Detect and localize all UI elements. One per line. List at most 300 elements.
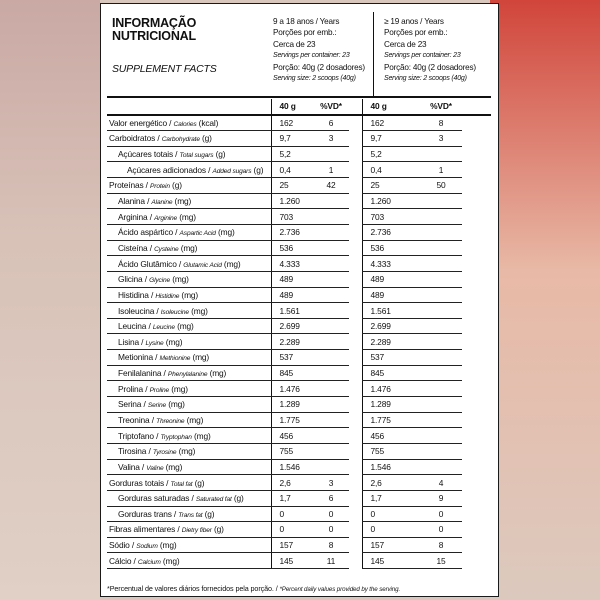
nutrient-unit: (mg)	[215, 227, 235, 238]
nutrient-unit: (mg)	[172, 196, 192, 207]
dv-19plus: 1	[420, 162, 462, 178]
dv-9-18	[313, 287, 349, 303]
dv-19plus	[420, 428, 462, 444]
dv-9-18	[313, 193, 349, 209]
group-portions-line1: Porções por emb.:	[273, 28, 337, 38]
column-gap-right	[462, 224, 491, 240]
nutrient-label	[107, 303, 271, 319]
amount-19plus: 536	[362, 240, 420, 256]
nutrient-name-pt: Alanina /	[118, 196, 152, 207]
nutrient-label	[107, 193, 271, 209]
nutrient-name-pt: Gorduras saturadas /	[118, 493, 196, 504]
amount-19plus: 1.546	[362, 459, 420, 475]
dv-19plus	[420, 256, 462, 272]
amount-9-18: 0	[271, 522, 313, 538]
column-gap-right	[462, 522, 491, 538]
amount-19plus: 145	[362, 553, 420, 569]
amount-19plus: 25	[362, 178, 420, 194]
column-gap-right	[462, 381, 491, 397]
dv-19plus	[420, 318, 462, 334]
footnote: *Percentual de valores diários fornecidos pela porção. / *Percent daily values provided by the serving.	[107, 584, 401, 593]
amount-9-18: 2.289	[271, 334, 313, 350]
table-row	[107, 256, 491, 272]
dv-9-18	[313, 397, 349, 413]
nutrient-label	[107, 178, 271, 194]
column-gap	[349, 271, 362, 287]
nutrient-label	[107, 240, 271, 256]
dv-9-18: 6	[313, 490, 349, 506]
amount-19plus: 5,2	[362, 146, 420, 162]
dv-9-18	[313, 318, 349, 334]
column-gap-right	[462, 553, 491, 569]
nutrient-name-pt: Sódio /	[109, 540, 137, 551]
column-gap	[349, 178, 362, 194]
nutrient-name-en: Saturated fat	[195, 496, 232, 504]
column-gap-right	[462, 178, 491, 194]
dv-19plus	[420, 193, 462, 209]
background-right	[490, 0, 600, 600]
dv-9-18: 1	[313, 162, 349, 178]
column-gap-right	[462, 131, 491, 147]
dv-19plus	[420, 381, 462, 397]
column-gap	[349, 381, 362, 397]
nutrient-label	[107, 350, 271, 366]
nutrient-name-pt: Metionina /	[118, 352, 160, 363]
label-title	[112, 17, 196, 43]
nutrient-name-en: Aspartic Acid	[179, 230, 216, 238]
amount-19plus: 755	[362, 443, 420, 459]
dv-19plus: 3	[420, 131, 462, 147]
nutrient-name-pt: Glicina /	[118, 274, 150, 285]
group-portion: Porção: 40g (2 dosadores)	[384, 62, 476, 72]
nutrient-label	[107, 115, 271, 131]
nutrient-name-en: Cysteine	[154, 245, 179, 253]
table-row	[107, 224, 491, 240]
title-line-1: INFORMAÇÃO	[112, 16, 197, 30]
dv-19plus: 4	[420, 475, 462, 491]
nutrient-name-en: Sodium	[136, 543, 158, 551]
nutrient-label	[107, 256, 271, 272]
nutrient-name-pt: Ácido aspártico /	[118, 227, 180, 238]
column-gap	[349, 287, 362, 303]
table-row	[107, 459, 491, 475]
nutrient-label	[107, 209, 271, 225]
nutrient-unit: (g)	[199, 133, 212, 144]
nutrient-name-en: Trans fat	[178, 511, 203, 519]
group-9-18-header	[273, 16, 365, 84]
column-gap	[349, 553, 362, 569]
nutrient-unit: (g)	[213, 149, 226, 160]
header-blank	[107, 99, 271, 115]
group-servings-en: Servings per container: 23	[384, 52, 461, 60]
table-row	[107, 334, 491, 350]
column-gap	[349, 240, 362, 256]
column-gap-right	[462, 428, 491, 444]
amount-9-18: 537	[271, 350, 313, 366]
nutrient-unit: (mg)	[174, 321, 194, 332]
nutrient-unit: (g)	[211, 524, 224, 535]
dv-9-18	[313, 350, 349, 366]
table-row	[107, 412, 491, 428]
amount-9-18: 0,4	[271, 162, 313, 178]
column-gap	[349, 522, 362, 538]
table-row	[107, 131, 491, 147]
column-gap	[349, 99, 362, 115]
nutrient-label	[107, 287, 271, 303]
nutrition-facts-panel	[100, 3, 499, 597]
column-gap-right	[462, 303, 491, 319]
amount-9-18: 536	[271, 240, 313, 256]
amount-19plus: 537	[362, 350, 420, 366]
table-row	[107, 428, 491, 444]
dv-19plus: 8	[420, 537, 462, 553]
dv-19plus: 15	[420, 553, 462, 569]
nutrient-name-pt: Cálcio /	[109, 555, 138, 566]
table-row	[107, 178, 491, 194]
nutrient-unit: (mg)	[169, 383, 188, 394]
nutrient-name-en: Alanine	[151, 199, 173, 207]
table-row	[107, 397, 491, 413]
amount-19plus: 2.736	[362, 224, 420, 240]
nutrient-name-en: Tyrosine	[152, 449, 177, 457]
amount-19plus: 1.561	[362, 303, 420, 319]
nutrient-name-en: Valine	[146, 464, 164, 472]
table-row	[107, 350, 491, 366]
nutrient-unit: (mg)	[179, 289, 199, 300]
nutrient-name-en: Added sugars	[212, 167, 252, 175]
nutrient-unit: (mg)	[207, 368, 227, 379]
table-row	[107, 365, 491, 381]
column-gap-right	[462, 350, 491, 366]
column-gap-right	[462, 506, 491, 522]
nutrient-unit: (mg)	[190, 352, 210, 363]
column-gap-right	[462, 162, 491, 178]
column-gap	[349, 303, 362, 319]
column-gap-right	[462, 365, 491, 381]
column-gap	[349, 365, 362, 381]
nutrient-label	[107, 365, 271, 381]
nutrient-name-en: Lysine	[145, 339, 164, 347]
nutrient-name-pt: Leucina /	[118, 321, 153, 332]
nutrient-label	[107, 443, 271, 459]
nutrient-name-en: Proline	[149, 386, 170, 394]
nutrient-name-en: Histidine	[155, 292, 180, 300]
background-left	[0, 0, 100, 600]
group-servings-en: Servings per container: 23	[273, 52, 350, 60]
group-portion: Porção: 40g (2 dosadores)	[273, 62, 365, 72]
dv-9-18: 3	[313, 131, 349, 147]
column-gap	[349, 318, 362, 334]
nutrient-name-en: Total fat	[170, 480, 193, 488]
column-gap	[349, 334, 362, 350]
nutrient-name-pt: Treonina /	[118, 414, 157, 425]
dv-9-18	[313, 271, 349, 287]
nutrient-name-en: Protein	[150, 183, 170, 191]
amount-19plus: 1.289	[362, 397, 420, 413]
nutrient-unit: (mg)	[170, 274, 189, 285]
nutrient-unit: (mg)	[188, 305, 208, 316]
dv-19plus	[420, 287, 462, 303]
nutrient-unit: (mg)	[166, 399, 185, 410]
nutrient-name-en: Leucine	[152, 324, 175, 332]
nutrient-unit: (mg)	[184, 414, 204, 425]
nutrient-unit: (kcal)	[196, 117, 219, 128]
nutrient-label	[107, 334, 271, 350]
column-gap-right	[462, 271, 491, 287]
nutrient-name-pt: Carboidratos /	[109, 133, 162, 144]
amount-19plus: 1.476	[362, 381, 420, 397]
nutrition-table	[107, 99, 491, 569]
nutrient-name-pt: Cisteína /	[118, 242, 155, 253]
dv-19plus	[420, 224, 462, 240]
column-gap	[349, 459, 362, 475]
group-19plus-header	[384, 16, 476, 84]
table-row	[107, 193, 491, 209]
dv-9-18: 42	[313, 178, 349, 194]
nutrient-name-pt: Lisina /	[118, 336, 146, 347]
nutrient-name-en: Tryptophan	[160, 433, 192, 441]
dv-9-18	[313, 334, 349, 350]
nutrient-unit: (g)	[192, 477, 205, 488]
amount-9-18: 1.546	[271, 459, 313, 475]
nutrient-label	[107, 381, 271, 397]
nutrient-name-en: Phenylalanine	[167, 371, 208, 379]
nutrient-name-pt: Açúcares adicionados /	[127, 164, 213, 175]
column-gap-right	[462, 99, 491, 115]
dv-9-18	[313, 365, 349, 381]
nutrient-name-en: Calories	[173, 120, 197, 128]
table-row	[107, 537, 491, 553]
dv-9-18: 6	[313, 115, 349, 131]
amount-9-18: 1.561	[271, 303, 313, 319]
nutrient-name-pt: Fenilalanina /	[118, 368, 168, 379]
table-row	[107, 162, 491, 178]
dv-9-18: 0	[313, 506, 349, 522]
nutrient-label	[107, 475, 271, 491]
dv-9-18	[313, 303, 349, 319]
column-gap	[349, 490, 362, 506]
column-gap-right	[462, 443, 491, 459]
column-gap	[349, 506, 362, 522]
nutrient-name-en: Glutamic Acid	[183, 261, 222, 269]
nutrient-label	[107, 412, 271, 428]
amount-19plus: 162	[362, 115, 420, 131]
nutrient-unit: (mg)	[157, 540, 177, 551]
nutrient-name-pt: Gorduras totais /	[109, 477, 171, 488]
nutrient-name-en: Carbohydrate	[161, 136, 200, 144]
nutrient-name-en: Glycine	[149, 277, 171, 285]
amount-9-18: 1,7	[271, 490, 313, 506]
dv-19plus	[420, 146, 462, 162]
dv-9-18: 3	[313, 475, 349, 491]
nutrient-label	[107, 490, 271, 506]
amount-19plus: 845	[362, 365, 420, 381]
nutrient-label	[107, 131, 271, 147]
nutrient-name-pt: Açúcares totais /	[118, 149, 180, 160]
column-gap	[349, 428, 362, 444]
nutrient-name-pt: Tirosina /	[118, 446, 153, 457]
table-row	[107, 287, 491, 303]
amount-9-18: 1.260	[271, 193, 313, 209]
column-gap-right	[462, 475, 491, 491]
dv-9-18	[313, 209, 349, 225]
amount-19plus: 489	[362, 287, 420, 303]
nutrient-name-pt: Gorduras trans /	[118, 508, 179, 519]
amount-9-18: 2,6	[271, 475, 313, 491]
nutrient-unit: (mg)	[177, 211, 196, 222]
column-gap	[349, 193, 362, 209]
nutrient-label	[107, 318, 271, 334]
nutrient-name-pt: Fibras alimentares /	[109, 524, 182, 535]
column-gap-right	[462, 193, 491, 209]
nutrient-label	[107, 271, 271, 287]
column-gap	[349, 412, 362, 428]
amount-9-18: 489	[271, 287, 313, 303]
col-dv-g2: %VD*	[420, 99, 462, 115]
table-row	[107, 506, 491, 522]
amount-19plus: 0	[362, 506, 420, 522]
amount-19plus: 0	[362, 522, 420, 538]
amount-19plus: 2.699	[362, 318, 420, 334]
column-gap-right	[462, 115, 491, 131]
column-gap-right	[462, 256, 491, 272]
nutrient-unit: (mg)	[160, 555, 180, 566]
nutrient-name-en: Calcium	[137, 558, 161, 566]
dv-9-18	[313, 224, 349, 240]
dv-19plus	[420, 397, 462, 413]
header-rule	[107, 96, 491, 98]
group-serving-en: Serving size: 2 scoops (40g)	[384, 75, 467, 83]
nutrient-name-pt: Histidina /	[118, 289, 156, 300]
nutrient-unit: (g)	[251, 164, 264, 175]
amount-9-18: 4.333	[271, 256, 313, 272]
label-subtitle: SUPPLEMENT FACTS	[112, 63, 217, 75]
dv-19plus: 8	[420, 115, 462, 131]
amount-9-18: 703	[271, 209, 313, 225]
amount-19plus: 1.260	[362, 193, 420, 209]
column-gap	[349, 397, 362, 413]
table-row	[107, 240, 491, 256]
col-amount-g2: 40 g	[362, 99, 420, 115]
table-row	[107, 490, 491, 506]
group-serving-en: Serving size: 2 scoops (40g)	[273, 75, 356, 83]
dv-19plus	[420, 303, 462, 319]
amount-19plus: 0,4	[362, 162, 420, 178]
table-row	[107, 522, 491, 538]
amount-9-18: 25	[271, 178, 313, 194]
amount-19plus: 2,6	[362, 475, 420, 491]
header-divider	[373, 12, 374, 98]
group-portions-line2: Cerca de 23	[384, 39, 427, 49]
col-amount-g1: 40 g	[271, 99, 313, 115]
col-dv-g1: %VD*	[313, 99, 349, 115]
column-gap-right	[462, 146, 491, 162]
table-row	[107, 271, 491, 287]
nutrient-name-pt: Prolina /	[118, 383, 150, 394]
nutrient-name-pt: Arginina /	[118, 211, 155, 222]
column-gap	[349, 475, 362, 491]
amount-9-18: 9,7	[271, 131, 313, 147]
dv-19plus	[420, 271, 462, 287]
dv-19plus	[420, 412, 462, 428]
dv-9-18	[313, 256, 349, 272]
group-portions-line1: Porções por emb.:	[384, 28, 448, 38]
nutrient-name-en: Methionine	[159, 355, 191, 363]
dv-19plus	[420, 209, 462, 225]
nutrient-name-en: Isoleucine	[160, 308, 189, 316]
dv-9-18: 0	[313, 522, 349, 538]
dv-19plus	[420, 350, 462, 366]
column-gap	[349, 162, 362, 178]
nutrient-unit: (mg)	[178, 242, 198, 253]
amount-9-18: 1.775	[271, 412, 313, 428]
table-row	[107, 553, 491, 569]
column-gap-right	[462, 490, 491, 506]
amount-9-18: 456	[271, 428, 313, 444]
nutrient-label	[107, 428, 271, 444]
column-gap	[349, 224, 362, 240]
amount-9-18: 489	[271, 271, 313, 287]
amount-9-18: 5,2	[271, 146, 313, 162]
nutrient-name-en: Arginine	[154, 214, 178, 222]
dv-9-18: 11	[313, 553, 349, 569]
amount-19plus: 1,7	[362, 490, 420, 506]
nutrient-unit: (mg)	[163, 336, 183, 347]
column-gap-right	[462, 537, 491, 553]
column-gap-right	[462, 287, 491, 303]
amount-19plus: 9,7	[362, 131, 420, 147]
dv-9-18	[313, 240, 349, 256]
group-portions-line2: Cerca de 23	[273, 39, 316, 49]
table-row	[107, 146, 491, 162]
nutrient-unit: (mg)	[176, 446, 196, 457]
amount-9-18: 157	[271, 537, 313, 553]
table-row	[107, 381, 491, 397]
dv-9-18	[313, 412, 349, 428]
column-gap-right	[462, 334, 491, 350]
amount-19plus: 703	[362, 209, 420, 225]
dv-9-18: 8	[313, 537, 349, 553]
amount-19plus: 1.775	[362, 412, 420, 428]
dv-19plus	[420, 443, 462, 459]
nutrient-unit: (mg)	[163, 461, 183, 472]
table-row	[107, 318, 491, 334]
table-row	[107, 209, 491, 225]
table-header-row	[107, 99, 491, 115]
column-gap	[349, 256, 362, 272]
nutrient-label	[107, 506, 271, 522]
dv-9-18	[313, 428, 349, 444]
table-row	[107, 115, 491, 131]
dv-19plus	[420, 459, 462, 475]
nutrient-name-pt: Triptofano /	[118, 430, 161, 441]
table-row	[107, 475, 491, 491]
nutrient-label	[107, 162, 271, 178]
dv-19plus	[420, 334, 462, 350]
column-gap-right	[462, 459, 491, 475]
nutrient-label	[107, 537, 271, 553]
column-gap-right	[462, 240, 491, 256]
dv-9-18	[313, 381, 349, 397]
amount-19plus: 4.333	[362, 256, 420, 272]
nutrient-name-en: Threonine	[156, 417, 185, 425]
column-gap-right	[462, 412, 491, 428]
nutrient-name-pt: Isoleucina /	[118, 305, 161, 316]
dv-9-18	[313, 459, 349, 475]
nutrient-name-pt: Serina /	[118, 399, 148, 410]
nutrient-unit: (g)	[169, 180, 182, 191]
amount-19plus: 157	[362, 537, 420, 553]
